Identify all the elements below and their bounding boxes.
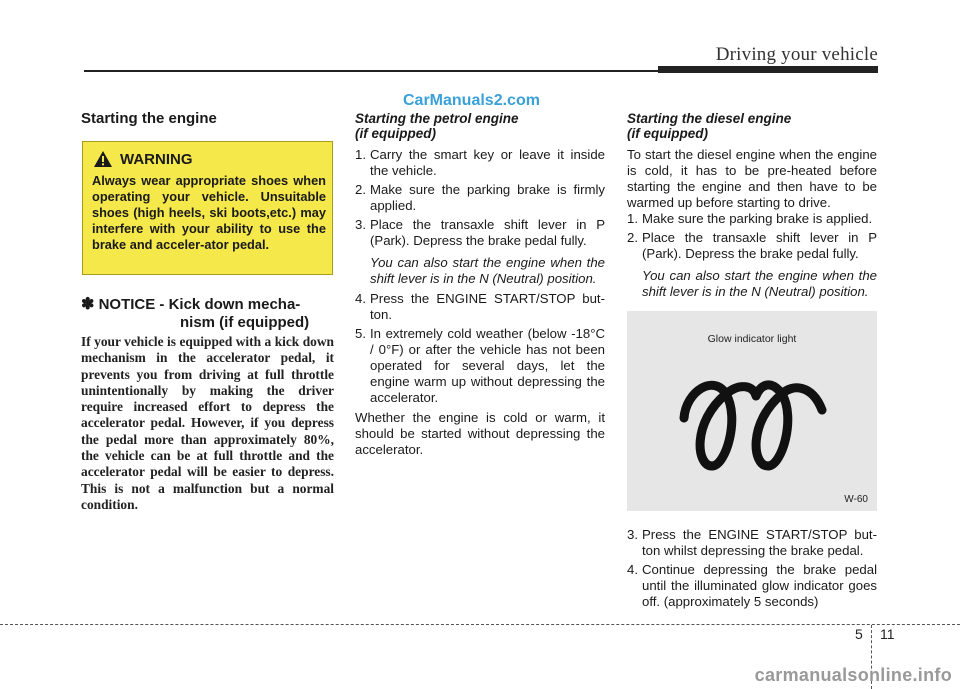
diesel-step: 4. Continue depressing the brake pedal until the illuminated glow indicator goes off. (approximately 5 seconds) (627, 562, 877, 609)
section-title: Starting the engine (81, 110, 217, 127)
petrol-step: 2. Make sure the parking brake is firmly applied. (355, 182, 605, 213)
header-rule-accent (658, 66, 878, 73)
footer-rule (0, 624, 960, 625)
diesel-step: 3. Press the ENGINE START/STOP but-ton whilst depressing the brake pedal. (627, 527, 877, 558)
petrol-closing: Whether the engine is cold or warm, it should be started without depressing the accelerator. (355, 410, 605, 457)
diesel-heading-line2: (if equipped) (627, 126, 708, 141)
watermark-bottom[interactable]: carmanualsonline.info (754, 665, 952, 685)
petrol-heading-line2: (if equipped) (355, 126, 436, 141)
watermark-top[interactable]: CarManuals2.com (403, 92, 540, 109)
petrol-section (355, 111, 605, 458)
warning-heading (93, 150, 193, 168)
petrol-step: 1. Carry the smart key or leave it inside the vehicle. (355, 147, 605, 178)
figure-label: Glow indicator light (707, 333, 797, 345)
diesel-section-continued (627, 527, 877, 610)
notice-star-icon: ✽ (81, 296, 95, 313)
notice-title-line2: nism (if equipped) (180, 314, 310, 331)
glow-indicator-figure (627, 311, 877, 511)
diesel-intro: To start the diesel engine when the engine is cold, it has to be pre-heated before starting the engine and then have to be warmed up before starting to drive. (627, 147, 877, 210)
petrol-step: 4. Press the ENGINE START/STOP but-ton. (355, 291, 605, 322)
petrol-note: You can also start the engine when the shift lever is in the N (Neutral) position. (370, 255, 605, 286)
notice-heading (81, 296, 300, 314)
page-section-number: 5 (855, 626, 863, 642)
petrol-step: 5. In extremely cold weather (below -18°C / 0°F) or after the vehicle has not been operated for several days, let the engine warm up without depressing the accelerator. (355, 326, 605, 405)
header-rule (84, 70, 658, 72)
diesel-step: 2. Place the transaxle shift lever in P (Park). Depress the brake pedal fully. (627, 230, 877, 261)
warning-heading-text: WARNING (120, 150, 193, 168)
figure-code: W-60 (844, 494, 868, 505)
diesel-step: 1. Make sure the parking brake is applied. (627, 211, 873, 226)
header-title: Driving your vehicle (715, 44, 878, 65)
glow-plug-indicator-icon (674, 366, 834, 476)
warning-text: Always wear appropriate shoes when operating your vehicle. Unsuitable shoes (high heels, ski boots,etc.) may interfere with your ability to use the brake and acceler-ator pedal. (92, 173, 326, 252)
petrol-heading-line1: Starting the petrol engine (355, 111, 519, 126)
warning-box (82, 141, 333, 275)
warning-triangle-icon (93, 150, 113, 168)
notice-body: If your vehicle is equipped with a kick down mechanism in the accelerator pedal, it prevents you from driving at full throttle unintentionally by making the driver require increased effort to depress the accelerator pedal. However, if you depress the pedal more than approximately 80%, the vehicle can be at full throttle and the accelerator pedal will be easier to depress. This is not a malfunction but a normal condition. (81, 334, 334, 512)
page-number: 11 (880, 626, 895, 642)
petrol-step: 3. Place the transaxle shift lever in P (Park). Depress the brake pedal fully. (355, 217, 605, 248)
diesel-section (627, 111, 877, 300)
diesel-heading-line1: Starting the diesel engine (627, 111, 792, 126)
notice-label: NOTICE - (98, 296, 165, 313)
notice-title-line1: Kick down mecha- (168, 296, 301, 313)
diesel-note: You can also start the engine when the shift lever is in the N (Neutral) position. (642, 268, 877, 299)
